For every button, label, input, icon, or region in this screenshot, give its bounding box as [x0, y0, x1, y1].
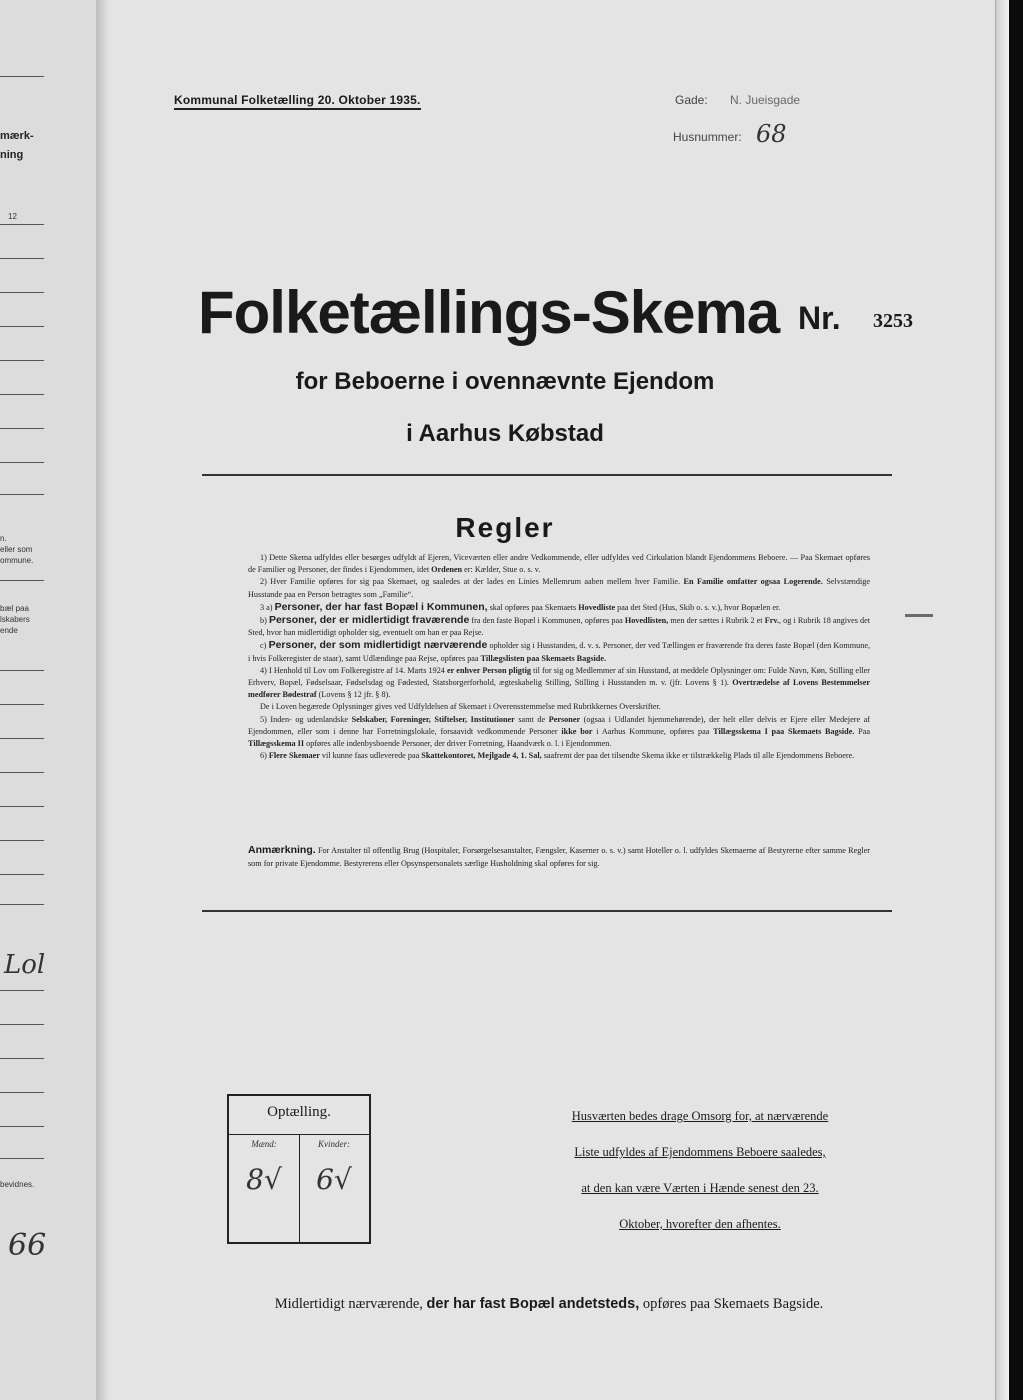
left-page-fragment [0, 0, 97, 1400]
divider-rule [202, 474, 892, 476]
rule-5: 5) Inden- og udenlandske Selskaber, Foreninger, Stiftelser, Institutioner samt de Personer (ogsaa i Udlandet hjemmehørende), der helt eller delvis er Ejere eller Medejere af Ejendommen, eller som i denne har Forretningslokale, forsaavidt vedkommende Personer ikke bor i Aarhus Kommune, opføres paa Tillægsskema I paa Skemaets Bagside. Paa Tillægsskema II opføres alle indenbysboende Personer, der driver Forretning, Haandværk o. l. i Ejendommen. [248, 714, 871, 749]
gade-value: N. Jueisgade [730, 93, 801, 107]
ruled-line [0, 76, 44, 77]
ruled-line [0, 904, 44, 905]
form-number-label: Nr. [798, 300, 841, 336]
ruled-line [0, 1092, 44, 1093]
note-line: ende [0, 626, 18, 635]
anmaerkning-note [248, 844, 870, 870]
notice-line: at den kan være Værten i Hænde senest den 23. [581, 1181, 819, 1195]
husnummer-label: Husnummer: [673, 130, 742, 144]
ruled-line [0, 1158, 44, 1159]
ruled-line [0, 840, 44, 841]
notice-line: Oktober, hvorefter den afhentes. [619, 1217, 781, 1231]
rule-3a: 3 a) Personer, der har fast Bopæl i Kommunen, skal opføres paa Skemaets Hovedliste paa det Sted (Hus, Skib o. s. v.), hvor Bopælen er. [260, 600, 781, 613]
anmaerkning-label: Anmærkning. [248, 844, 316, 856]
footer-bold-text: der har fast Bopæl andetsteds, [426, 1296, 640, 1312]
rule-2: 2) Hver Familie opføres for sig paa Skemaet, og saaledes at der lades en Linies Mellemrum aaben mellem hver Familie. En Familie omfatter ogsaa Logerende. Selvstændige Husstande paa en Person betragtes som „Familie“. [248, 577, 870, 599]
ruled-line [0, 738, 44, 739]
handwritten-number: 66 [8, 1228, 47, 1263]
ruled-line [0, 1058, 44, 1059]
maend-label: Mænd: [251, 1139, 277, 1149]
ruled-line [0, 580, 44, 581]
ruled-line [0, 1126, 44, 1127]
gade-label: Gade: [675, 93, 708, 107]
census-header: Kommunal Folketælling 20. Oktober 1935. [174, 93, 421, 110]
note-line: bevidnes. [0, 1180, 35, 1189]
rule-3c: c) Personer, der som midlertidigt nærværende opholder sig i Husstanden, d. v. s. Personer, der ved Tællingen er fraværende fra deres faste Bopæl (den Kommune, i hvis Folkeregister de staar), samt Udlændinge paa Rejse, opføres paa Tillægslisten paa Skemaets Bagside. [248, 639, 871, 663]
form-number-value: 3253 [873, 310, 913, 332]
kvinder-label: Kvinder: [318, 1139, 350, 1149]
ruled-line [0, 772, 44, 773]
ruled-line [0, 326, 44, 327]
ruled-line [0, 428, 44, 429]
optaelling-title: Optælling. [267, 1104, 331, 1120]
ruled-line [0, 394, 44, 395]
page-edge [995, 0, 1009, 1400]
book-gutter [96, 0, 110, 1400]
column-heading-line-2: ning [0, 149, 24, 161]
stray-mark [905, 614, 933, 617]
form-subtitle: for Beboerne i ovennævnte Ejendom [295, 368, 715, 395]
divider-rule [202, 910, 892, 912]
landlord-notice [530, 1098, 870, 1242]
notice-line: Husværten bedes drage Omsorg for, at nærværende [571, 1109, 829, 1123]
husnummer-value: 68 [756, 120, 787, 148]
rules-text [248, 552, 870, 762]
maend-count: 8√ [246, 1163, 282, 1196]
ruled-line [0, 874, 44, 875]
note-line: n. [0, 534, 7, 543]
column-number: 12 [8, 212, 17, 221]
kvinder-count: 6√ [316, 1163, 352, 1196]
footer-text: opføres paa Skemaets Bagside. [642, 1296, 824, 1312]
ruled-line [0, 224, 44, 225]
ruled-line [0, 806, 44, 807]
note-line: bæl paa [0, 604, 29, 613]
column-heading-line-1: mærk- [0, 130, 34, 142]
ruled-line [0, 670, 44, 671]
ruled-line [0, 292, 44, 293]
rule-4: 4) I Henhold til Lov om Folkeregistre af 14. Marts 1924 er enhver Person pligtig til for sig og Medlemmer af sin Husstand, at meddele Oplysninger om: Fulde Navn, Køn, Stilling eller Erhverv, Bopæl, Fødselsaar, Fødselsdag og Fødested, Statsborgerforhold, ægteskabelig Stilling, Stilling i Husstanden m. v. (jfr. Lovens § 1). Overtrædelse af Lovens Bestemmelser medfører Bødestraf (Lovens § 12 jfr. § 8). [248, 665, 871, 700]
rule-1: 1) Dette Skema udfyldes eller besørges udfyldt af Ejeren, Viceværten eller andre Vedkommende, eller udfyldes ved Cirkulation blandt Ejendommens Beboere. — Paa Skemaet opføres de Familier og Personer, der findes i Ejendommen, idet Ordenen er: Kælder, Stue o. s. v. [248, 553, 870, 575]
rule-4-continued: De i Loven begærede Oplysninger gives ved Udfyldelsen af Skemaet i Overensstemmelse med Rubrikkernes Overskrifter. [260, 702, 661, 712]
handwritten-word: Lol [4, 950, 46, 980]
note-line: ommune. [0, 556, 34, 565]
footer-text: Midlertidigt nærværende, [274, 1296, 423, 1312]
form-title: Folketællings-Skema [198, 279, 780, 346]
form-subtitle-location: i Aarhus Købstad [406, 420, 604, 447]
ruled-line [0, 1024, 44, 1025]
rule-6: 6) Flere Skemaer vil kunne faas udleverede paa Skattekontoret, Mejlgade 4, 1. Sal, saafremt der paa det tilsendte Skema ikke er tilstrækkelig Plads til alle Ejendommens Beboere. [260, 751, 855, 761]
ruled-line [0, 494, 44, 495]
anmaerkning-text: For Anstalter til offentlig Brug (Hospitaler, Forsørgelsesanstalter, Fængsler, Kaserner o. s. v.) samt Hoteller o. l. udfyldes Skemaerne af Bestyrerne efter samme Regler som for private Ejendomme. Bestyrerens eller Opsynspersonalets særlige Husholdning skal opføres for sig. [248, 846, 870, 868]
notice-line: Liste udfyldes af Ejendommens Beboere saaledes, [574, 1145, 826, 1159]
note-line: lskabers [0, 615, 30, 624]
rules-heading: Regler [455, 512, 555, 543]
ruled-line [0, 360, 44, 361]
ruled-line [0, 704, 44, 705]
ruled-line [0, 258, 44, 259]
optaelling-box [227, 1094, 371, 1244]
optaelling-row [229, 1134, 369, 1243]
footer-note [110, 1296, 988, 1313]
ruled-line [0, 462, 44, 463]
rule-3b: b) Personer, der er midlertidigt fraværende fra den faste Bopæl i Kommunen, opføres paa Hovedlisten, men der sættes i Rubrik 2 et Frv., og i Rubrik 18 angives det Sted, hvor han midlertidigt opholder sig, eventuelt om han er paa Rejse. [248, 614, 871, 638]
ruled-line [0, 990, 44, 991]
census-form-page [110, 0, 1008, 1400]
note-line: eller som [0, 545, 33, 554]
